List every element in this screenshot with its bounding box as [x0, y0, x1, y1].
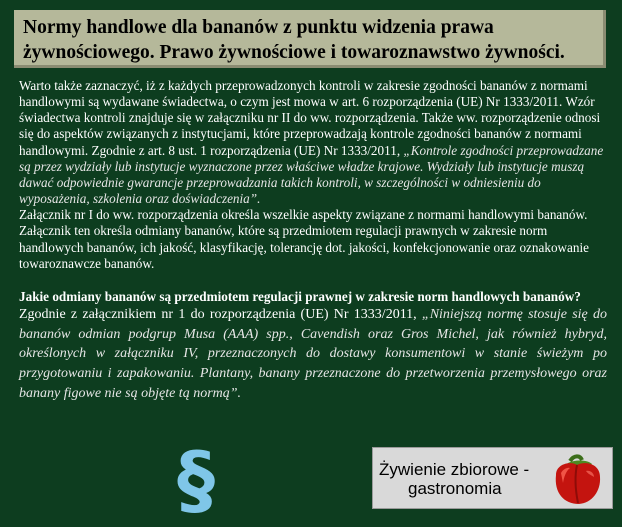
section-symbol: § — [177, 435, 215, 524]
answer-paragraph — [19, 305, 607, 404]
paragraph-2: Załącznik nr I do ww. rozporządzenia określa wszelkie aspekty związane z normami handlowymi bananów. Załącznik ten określa odmiany bananów, które są przedmiotem regulacji prawnych w zakresie norm handlowych bananów, ich jakość, klasyfikację, tolerancję dot. jakości, konfekcjonowanie oraz oznakowanie towaroznawcze bananów. — [19, 207, 590, 271]
title-box — [14, 10, 606, 68]
question-heading: Jakie odmiany bananów są przedmiotem regulacji prawnej w zakresie norm handlowych bananów? — [19, 288, 581, 304]
logo-line-2: gastronomia — [408, 479, 502, 498]
logo-banner — [372, 447, 613, 509]
page-title: Normy handlowe dla bananów z punktu widzenia prawa żywnościowego. Prawo żywnościowe i towaroznawstwo żywności. — [23, 17, 565, 63]
answer-text: Zgodnie z załącznikiem nr 1 do rozporządzenia (UE) Nr 1333/2011, — [19, 306, 422, 322]
logo-line-1: Żywienie zbiorowe - — [379, 460, 530, 479]
paragraph-1-text: Warto także zaznaczyć, iż z każdych przeprowadzonych kontroli w zakresie zgodności bananów z normami handlowymi są wydawane świadectwa, o czym jest mowa w art. 6 rozporządzenia (UE) Nr 1333/2011. Wzór świadectwa kontroli znajduje się w załączniku nr II do ww. rozporządzenia. Także ww. rozporządzenie odnosi się do aspektów związanych z instytucjami, które przeprowadzają kontrole zgodności bananów z normami handlowymi. Zgodnie z art. 8 ust. 1 rozporządzenia (UE) Nr 1333/2011, — [19, 78, 601, 158]
logo-text — [379, 460, 529, 498]
article-body — [19, 78, 607, 404]
spacer — [19, 272, 607, 289]
red-pepper-icon — [546, 451, 608, 507]
paragraph-1-quote: „Kontrole zgodności przeprowadzane są przez wydziały lub instytucje wyznaczone przez właściwe władze krajowe. Wydziały lub instytucje muszą dawać odpowiednie gwarancje przeprowadzania takich kontroli, w szczególności w odniesieniu do wyposażenia, szkolenia oraz doświadczenia”. — [19, 142, 604, 207]
paragraph-1 — [19, 78, 607, 207]
answer-quote: „Niniejszą normę stosuje się do bananów odmian podgrup Musa (AAA) spp., Cavendish oraz Gros Michel, jak również hybryd, określonych w załączniku IV, przeznaczonych do dostawy konsumentowi w stanie świeżym po przygotowaniu i zapakowaniu. Plantany, banany przeznaczone do przetworzenia przemysłowego oraz banany figowe nie są objęte tą normą”. — [19, 306, 608, 402]
